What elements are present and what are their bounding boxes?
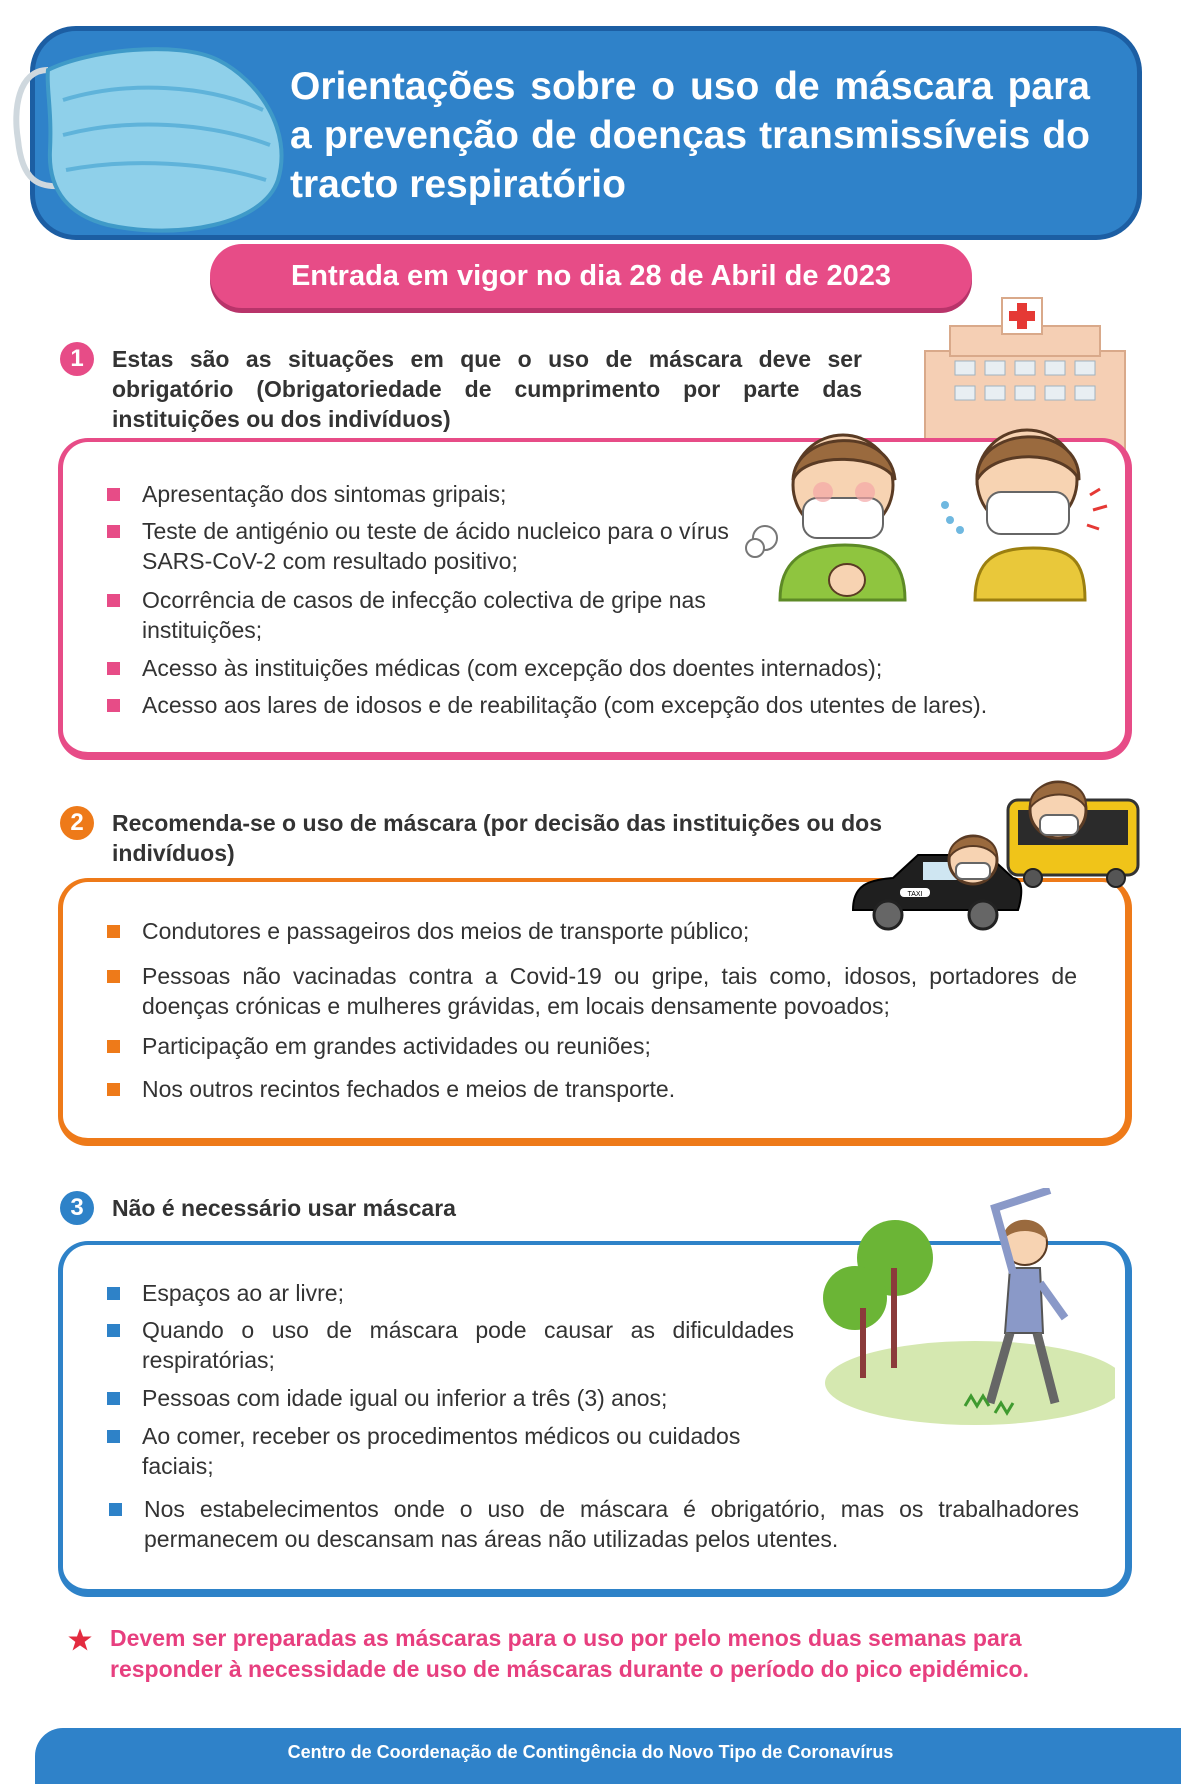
list-item: Pessoas não vacinadas contra a Covid-19 ou gripe, tais como, idosos, portadores de doenças crónicas e mulheres grávidas, em locais densamente povoados; [142, 961, 1077, 1021]
transport-illustration [848, 770, 1148, 945]
bullet-icon [107, 1287, 120, 1300]
list-item: Acesso aos lares de idosos e de reabilitação (com excepção dos utentes de lares). [142, 690, 1102, 720]
list-item: Teste de antigénio ou teste de ácido nucleico para o vírus SARS-CoV-2 com resultado positivo; [142, 516, 732, 576]
list-item: Acesso às instituições médicas (com excepção dos doentes internados); [142, 653, 1102, 683]
list-item: Apresentação dos sintomas gripais; [142, 479, 742, 509]
bullet-icon [107, 970, 120, 983]
bullet-icon [107, 925, 120, 938]
mask-illustration [8, 40, 298, 250]
list-item: Nos outros recintos fechados e meios de transporte. [142, 1074, 1077, 1104]
bullet-icon [107, 699, 120, 712]
bullet-icon [107, 1392, 120, 1405]
bullet-icon [107, 1430, 120, 1443]
sick-people-illustration [735, 410, 1115, 615]
bullet-icon [107, 1083, 120, 1096]
bullet-icon [107, 1040, 120, 1053]
list-item: Ocorrência de casos de infecção colectiva de gripe nas instituições; [142, 585, 732, 645]
bullet-icon [107, 662, 120, 675]
bullet-icon [109, 1503, 122, 1516]
bullet-icon [107, 525, 120, 538]
park-illustration [815, 1188, 1115, 1433]
section-3-title: Não é necessário usar máscara [112, 1195, 456, 1221]
effective-date-banner: Entrada em vigor no dia 28 de Abril de 2023 [210, 244, 972, 308]
section-3-number: 3 [60, 1191, 94, 1225]
section-2-title: Recomenda-se o uso de máscara (por decisão das instituições ou dos indivíduos) [112, 810, 882, 866]
list-item: Condutores e passageiros dos meios de transporte público; [142, 916, 842, 946]
section-1-title: Estas são as situações em que o uso de máscara deve ser obrigatório (Obrigatoriedade de cumprimento por parte das instituições ou dos indivíduos) [112, 346, 862, 432]
list-item: Nos estabelecimentos onde o uso de máscara é obrigatório, mas os trabalhadores permanecem ou descansam nas áreas não utilizadas pelos utentes. [144, 1494, 1079, 1554]
page-title: Orientações sobre o uso de máscara para a prevenção de doenças transmissíveis do tracto respiratório [290, 65, 1090, 206]
list-item: Participação em grandes actividades ou reuniões; [142, 1031, 1077, 1061]
footer-text: Centro de Coordenação de Contingência do Novo Tipo de Coronavírus [287, 1742, 894, 1762]
bullet-icon [107, 1324, 120, 1337]
star-icon [66, 1626, 94, 1659]
section-1-number: 1 [60, 342, 94, 376]
list-item: Pessoas com idade igual ou inferior a três (3) anos; [142, 1383, 794, 1413]
bullet-icon [107, 488, 120, 501]
section-2-number: 2 [60, 806, 94, 840]
preparation-note: Devem ser preparadas as máscaras para o uso por pelo menos duas semanas para responder à necessidade de uso de máscaras durante o período do pico epidémico. [110, 1625, 1029, 1682]
list-item: Espaços ao ar livre; [142, 1278, 792, 1308]
list-item: Quando o uso de máscara pode causar as dificuldades respiratórias; [142, 1315, 794, 1375]
taxi-sign: TAXI [907, 891, 923, 898]
bullet-icon [107, 594, 120, 607]
list-item: Ao comer, receber os procedimentos médicos ou cuidados faciais; [142, 1421, 782, 1481]
